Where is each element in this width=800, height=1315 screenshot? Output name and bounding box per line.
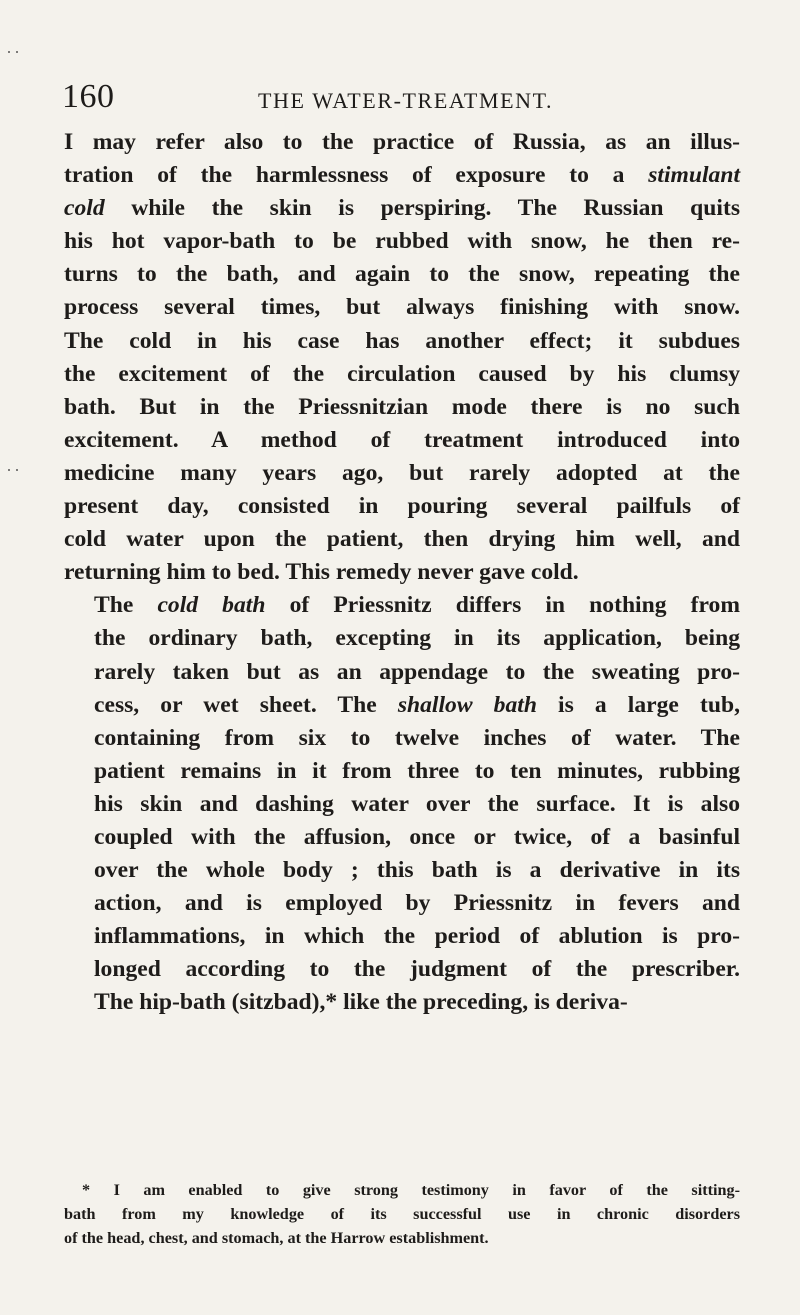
text-run: his skin and dashing water over the surface. It is also: [94, 790, 740, 817]
text-line: [64, 126, 740, 159]
text-line: [64, 755, 740, 788]
text-line: [64, 589, 740, 622]
text-run: medicine many years ago, but rarely adopted at the: [64, 459, 740, 486]
text-line: [64, 556, 740, 589]
text-line: [64, 854, 740, 887]
text-run: process several times, but always finishing with snow.: [64, 294, 740, 321]
page-header: [62, 74, 742, 124]
footnote: [64, 1178, 740, 1250]
text-run: The hip-bath (sitzbad),* like the preceding, is deriva-: [94, 989, 628, 1016]
text-run: action, and is employed by Priessnitz in fevers and: [94, 890, 740, 917]
margin-speck: [8, 458, 38, 462]
text-run: patient remains in it from three to ten minutes, rubbing: [94, 757, 740, 784]
text-run: excitement. A method of treatment introduced into: [64, 426, 740, 453]
text-run: of Priessnitz differs in nothing from: [265, 592, 740, 619]
text-line: [64, 689, 740, 722]
text-run: tration of the harmlessness of exposure to a: [64, 162, 649, 189]
text-line: [64, 887, 740, 920]
text-line: [64, 192, 740, 225]
text-line: [64, 953, 740, 986]
text-run: cess, or wet sheet. The: [94, 691, 398, 718]
text-line: [64, 391, 740, 424]
italic-term: shallow bath: [397, 691, 537, 718]
text-line: [64, 986, 740, 1019]
text-run: is a large tub,: [536, 691, 740, 718]
text-run: I may refer also to the practice of Russia, as an illus-: [64, 129, 740, 155]
text-line: [64, 225, 740, 258]
text-line: [64, 920, 740, 953]
running-head: THE WATER-TREATMENT.: [258, 88, 554, 113]
text-run: while the skin is perspiring. The Russian quits: [104, 195, 740, 222]
text-run: the ordinary bath, excepting in its application, being: [94, 625, 740, 652]
text-run: returning him to bed. This remedy never gave cold.: [64, 559, 579, 586]
text-run: * I am enabled to give strong testimony in favor of the sitting-: [82, 1181, 740, 1199]
page-number: 160: [62, 78, 115, 115]
text-line: [64, 490, 740, 523]
text-run: The: [94, 592, 158, 619]
text-line: [64, 457, 740, 490]
text-run: bath from my knowledge of its successful use in chronic disorders: [64, 1205, 740, 1223]
text-run: over the whole body ; this bath is a derivative in its: [94, 857, 740, 884]
text-run: present day, consisted in pouring several pailfuls of: [64, 493, 740, 520]
text-line: [64, 788, 740, 821]
text-run: the excitement of the circulation caused by his clumsy: [64, 360, 740, 387]
text-run: containing from six to twelve inches of water. The: [94, 724, 740, 751]
text-run: The cold in his case has another effect; it subdues: [64, 327, 740, 354]
text-run: cold water upon the patient, then drying him well, and: [64, 526, 740, 553]
text-line: [64, 358, 740, 391]
text-line: [64, 821, 740, 854]
italic-term: stimulant: [648, 162, 740, 189]
italic-term: cold bath: [157, 592, 266, 619]
text-run: his hot vapor-bath to be rubbed with snow, he then re-: [64, 228, 740, 255]
text-line: [64, 523, 740, 556]
text-line: [64, 1178, 740, 1202]
text-run: longed according to the judgment of the prescriber.: [94, 956, 740, 983]
text-line: [64, 1202, 740, 1226]
text-run: rarely taken but as an appendage to the sweating pro-: [94, 658, 740, 685]
text-line: [64, 258, 740, 291]
text-line: [64, 291, 740, 324]
italic-term: cold: [64, 195, 105, 222]
margin-speck: [8, 40, 38, 44]
text-run: turns to the bath, and again to the snow, repeating the: [64, 261, 740, 288]
text-line: [64, 325, 740, 358]
text-line: [64, 1226, 740, 1250]
text-line: [64, 656, 740, 689]
paragraph: [64, 589, 740, 1019]
text-run: of the head, chest, and stomach, at the Harrow establishment.: [64, 1229, 489, 1247]
text-run: inflammations, in which the period of ablution is pro-: [94, 923, 740, 950]
text-line: [64, 159, 740, 192]
text-line: [64, 722, 740, 755]
text-line: [64, 424, 740, 457]
paragraph: [64, 126, 740, 589]
text-line: [64, 622, 740, 655]
text-run: coupled with the affusion, once or twice, of a basinful: [94, 823, 740, 850]
text-run: bath. But in the Priessnitzian mode there is no such: [64, 393, 740, 420]
body-text: [64, 126, 740, 1020]
